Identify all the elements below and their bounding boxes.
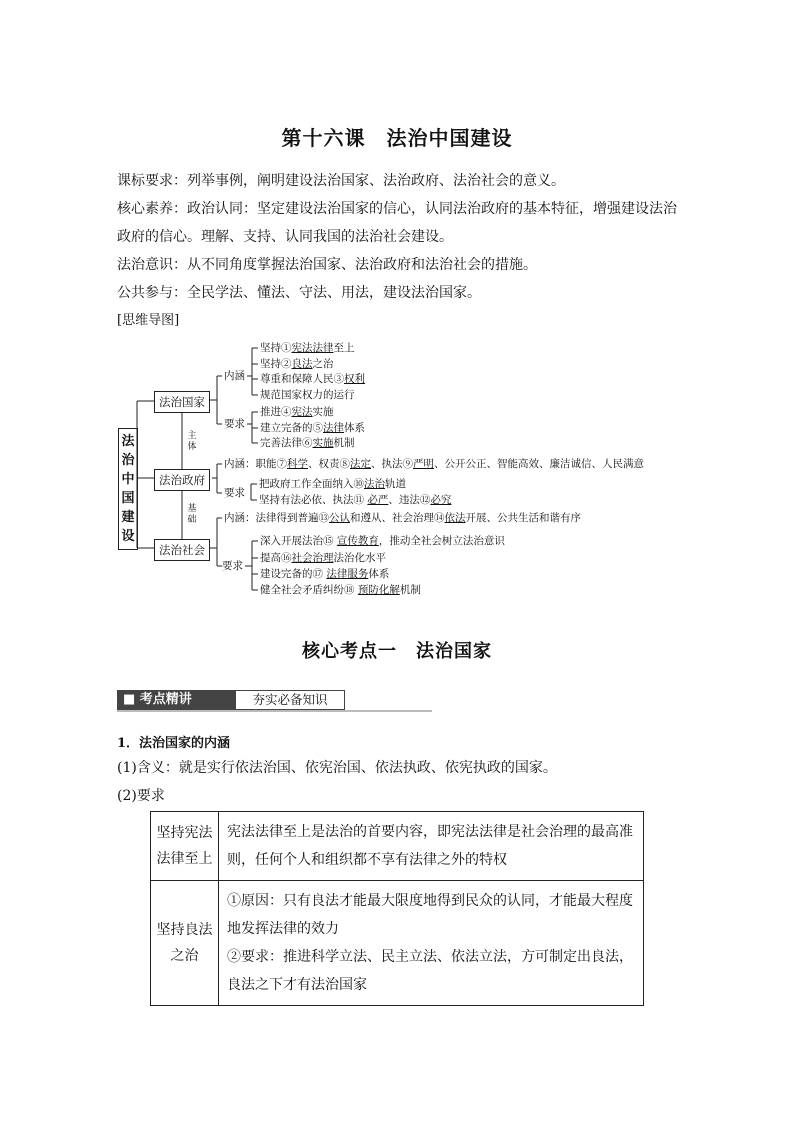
table-row — [151, 881, 644, 1006]
table-key-cell: 坚持宪法法律至上 — [151, 812, 219, 881]
society-requirement-item: 深入开展法治⑮ 宣传教育，推动全社会树立法治意识 — [260, 535, 505, 547]
subheading-connotation: 1．法治国家的内涵 — [117, 736, 231, 751]
public-participation: 公共参与：全民学法、懂法、守法、用法，建设法治国家。 — [117, 285, 481, 301]
table-value-cell: 宪法法律至上是法治的首要内容，即宪法法律是社会治理的最高准则，任何个人和组织都不享有法律之外的特权 — [219, 812, 644, 881]
section-title: 核心考点一 法治国家 — [302, 641, 492, 662]
root-node: 法治中国建设 — [118, 428, 138, 550]
node-rule-of-law-society: 法治社会 — [154, 539, 210, 561]
table-key-cell: 坚持良法之治 — [151, 881, 219, 1006]
node-rule-of-law-state: 法治国家 — [154, 391, 210, 413]
node-rule-of-law-government: 法治政府 — [154, 469, 210, 491]
state-connotation-label: 内涵 — [224, 370, 245, 382]
society-requirement-item: 健全社会矛盾纠纷⑱ 预防化解机制 — [260, 584, 421, 596]
government-requirement-label: 要求 — [224, 487, 245, 499]
government-requirement-item: 坚持有法必依、执法⑪ 必严、违法⑫必究 — [259, 494, 452, 506]
banner-label-key-points: ■ 考点精讲 — [117, 690, 241, 710]
table-value-cell — [219, 881, 644, 1006]
legal-awareness: 法治意识：从不同角度掌握法治国家、法治政府和法治社会的措施。 — [117, 257, 537, 273]
government-requirement-item: 把政府工作全面纳入⑩法治轨道 — [259, 478, 406, 490]
lesson-title: 第十六课 法治中国建设 — [281, 126, 513, 150]
society-requirement-item: 建设完备的⑰ 法律服务体系 — [260, 568, 390, 580]
requirements-table — [150, 811, 644, 1006]
curriculum-standard: 课标要求：列举事例，阐明建设法治国家、法治政府、法治社会的意义。 — [117, 173, 565, 189]
table-row — [151, 812, 644, 881]
mindmap-label: [思维导图] — [117, 313, 180, 328]
society-requirement-item: 提高⑯社会治理法治化水平 — [260, 552, 386, 564]
state-connotation-item: 坚持②良法之治 — [260, 358, 334, 370]
state-requirement-item: 完善法律⑥实施机制 — [260, 437, 355, 449]
core-literacy: 核心素养：政治认同：坚定建设法治国家的信心，认同法治政府的基本特征，增强建设法治政府的信心。理解、支持、认同我国的法治社会建设。 — [117, 201, 677, 245]
state-connotation-item: 尊重和保障人民③权利 — [260, 373, 365, 385]
state-requirement-item: 建立完备的⑤法律体系 — [260, 422, 365, 434]
banner-label-knowledge: 夯实必备知识 — [235, 690, 345, 710]
state-connotation-item: 坚持①宪法法律至上 — [260, 342, 355, 354]
state-connotation-item: 规范国家权力的运行 — [260, 389, 355, 401]
banner-strip — [117, 710, 432, 712]
table-value-line: ②要求：推进科学立法、民主立法、依法立法，方可制定出良法，良法之下才有法治国家 — [227, 949, 633, 993]
society-requirement-label: 要求 — [222, 560, 243, 572]
section-banner — [117, 690, 432, 712]
government-connotation: 内涵：职能⑦科学、权责⑧法定、执法⑨严明、公开公正、智能高效、廉洁诚信、人民满意 — [224, 458, 644, 470]
link-base-label: 基础 — [187, 504, 197, 525]
state-requirement-label: 要求 — [224, 418, 245, 430]
link-main-label: 主体 — [187, 431, 197, 452]
society-connotation: 内涵：法律得到普遍⑬公认和遵从、社会治理⑭依法开展、公共生活和谐有序 — [224, 512, 581, 524]
requirements-heading: (2)要求 — [117, 788, 165, 804]
state-requirement-item: 推进④宪法实施 — [260, 406, 334, 418]
table-value-line: ①原因：只有良法才能最大限度地得到民众的认同，才能最大程度地发挥法律的效力 — [227, 893, 633, 937]
definition-text: (1)含义：就是实行依法治国、依宪治国、依法执政、依宪执政的国家。 — [117, 760, 557, 776]
